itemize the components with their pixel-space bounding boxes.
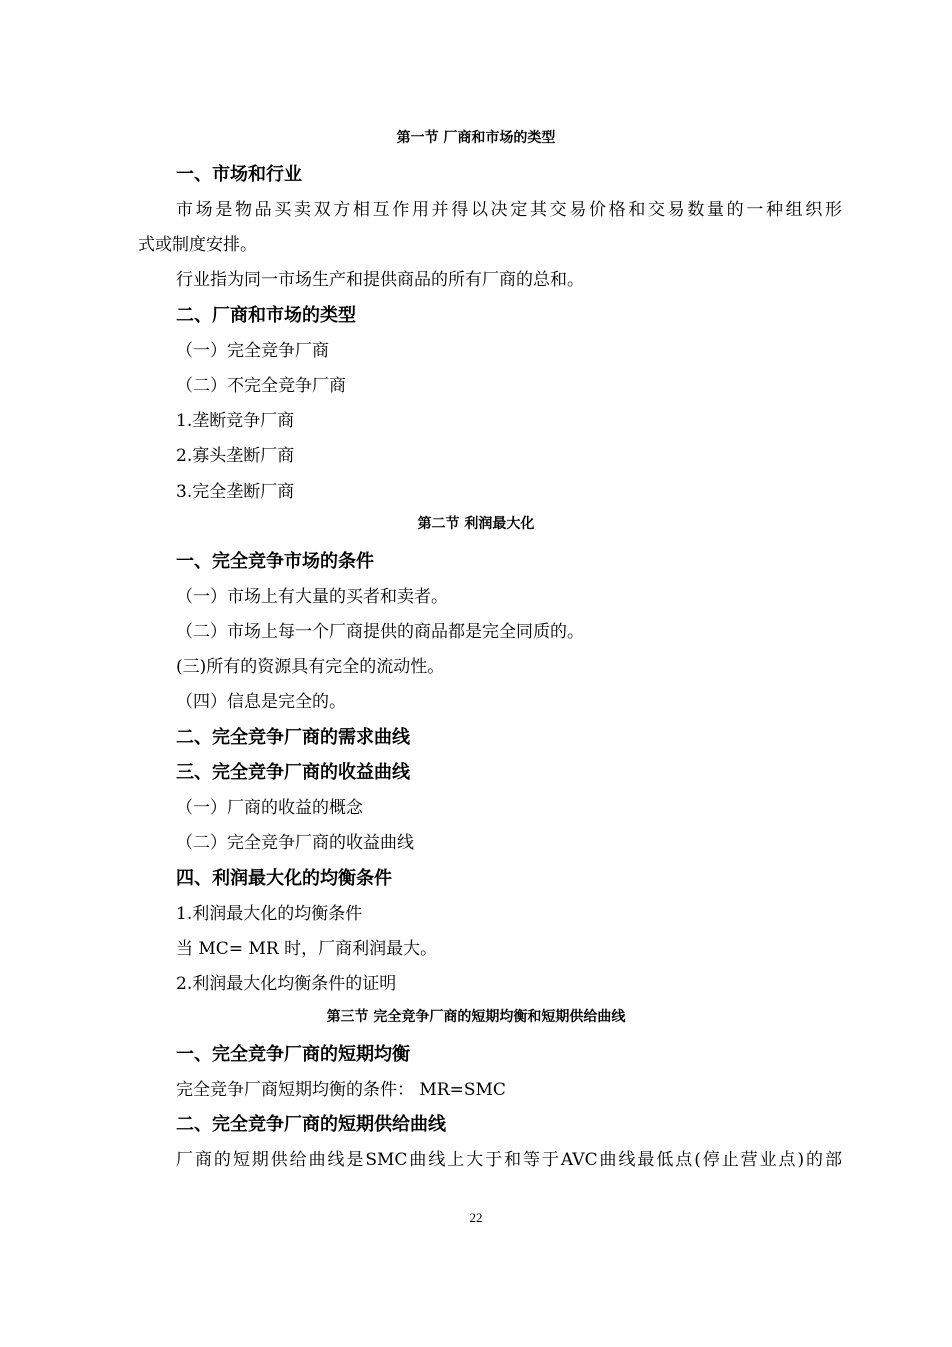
list-item: 2.利润最大化均衡条件的证明: [176, 974, 397, 994]
list-item: 2.寡头垄断厂商: [176, 446, 295, 466]
list-item: 3.完全垄断厂商: [176, 482, 295, 502]
list-item: （二）不完全竞争厂商: [176, 376, 346, 396]
list-item: 当 MC= MR 时，厂商利润最大。: [176, 939, 438, 959]
heading-demand-curve: 二、完全竞争厂商的需求曲线: [176, 727, 410, 748]
list-item: （二）完全竞争厂商的收益曲线: [176, 833, 414, 853]
list-item: 完全竞争厂商短期均衡的条件： MR=SMC: [176, 1080, 506, 1100]
section-2-title: 第二节 利润最大化: [417, 516, 535, 532]
paragraph-industry-definition: 行业指为同一市场生产和提供商品的所有厂商的总和。: [176, 270, 584, 290]
heading-revenue-curve: 三、完全竞争厂商的收益曲线: [176, 762, 410, 783]
list-item: （一）完全竞争厂商: [176, 341, 329, 361]
list-item: （四）信息是完全的。: [176, 692, 346, 712]
list-item: （一）厂商的收益的概念: [176, 798, 363, 818]
page-number: 22: [469, 1210, 483, 1225]
list-item: （二）市场上每一个厂商提供的商品都是完全同质的。: [176, 622, 584, 642]
paragraph-market-definition: 市场是物品买卖双方相互作用并得以决定其交易价格和交易数量的一种组织形: [176, 200, 842, 220]
heading-short-run-equilibrium: 一、完全竞争厂商的短期均衡: [176, 1044, 410, 1065]
heading-firm-market-types: 二、厂商和市场的类型: [176, 305, 356, 326]
heading-perfect-competition-conditions: 一、完全竞争市场的条件: [176, 551, 374, 572]
heading-profit-max-equilibrium: 四、利润最大化的均衡条件: [176, 868, 392, 889]
heading-market-and-industry: 一、市场和行业: [176, 164, 302, 185]
list-item: 1.利润最大化的均衡条件: [176, 904, 363, 924]
heading-short-run-supply-curve: 二、完全竞争厂商的短期供给曲线: [176, 1114, 446, 1135]
paragraph-market-definition-cont: 式或制度安排。: [138, 235, 257, 255]
section-3-title: 第三节 完全竞争厂商的短期均衡和短期供给曲线: [326, 1009, 626, 1025]
section-1-title: 第一节 厂商和市场的类型: [396, 130, 556, 146]
list-item: (三)所有的资源具有完全的流动性。: [176, 657, 445, 677]
list-item: （一）市场上有大量的买者和卖者。: [176, 587, 448, 607]
list-item: 1.垄断竞争厂商: [176, 411, 295, 431]
paragraph-supply-curve: 厂商的短期供给曲线是SMC曲线上大于和等于AVC曲线最低点(停止营业点)的部: [176, 1150, 842, 1170]
